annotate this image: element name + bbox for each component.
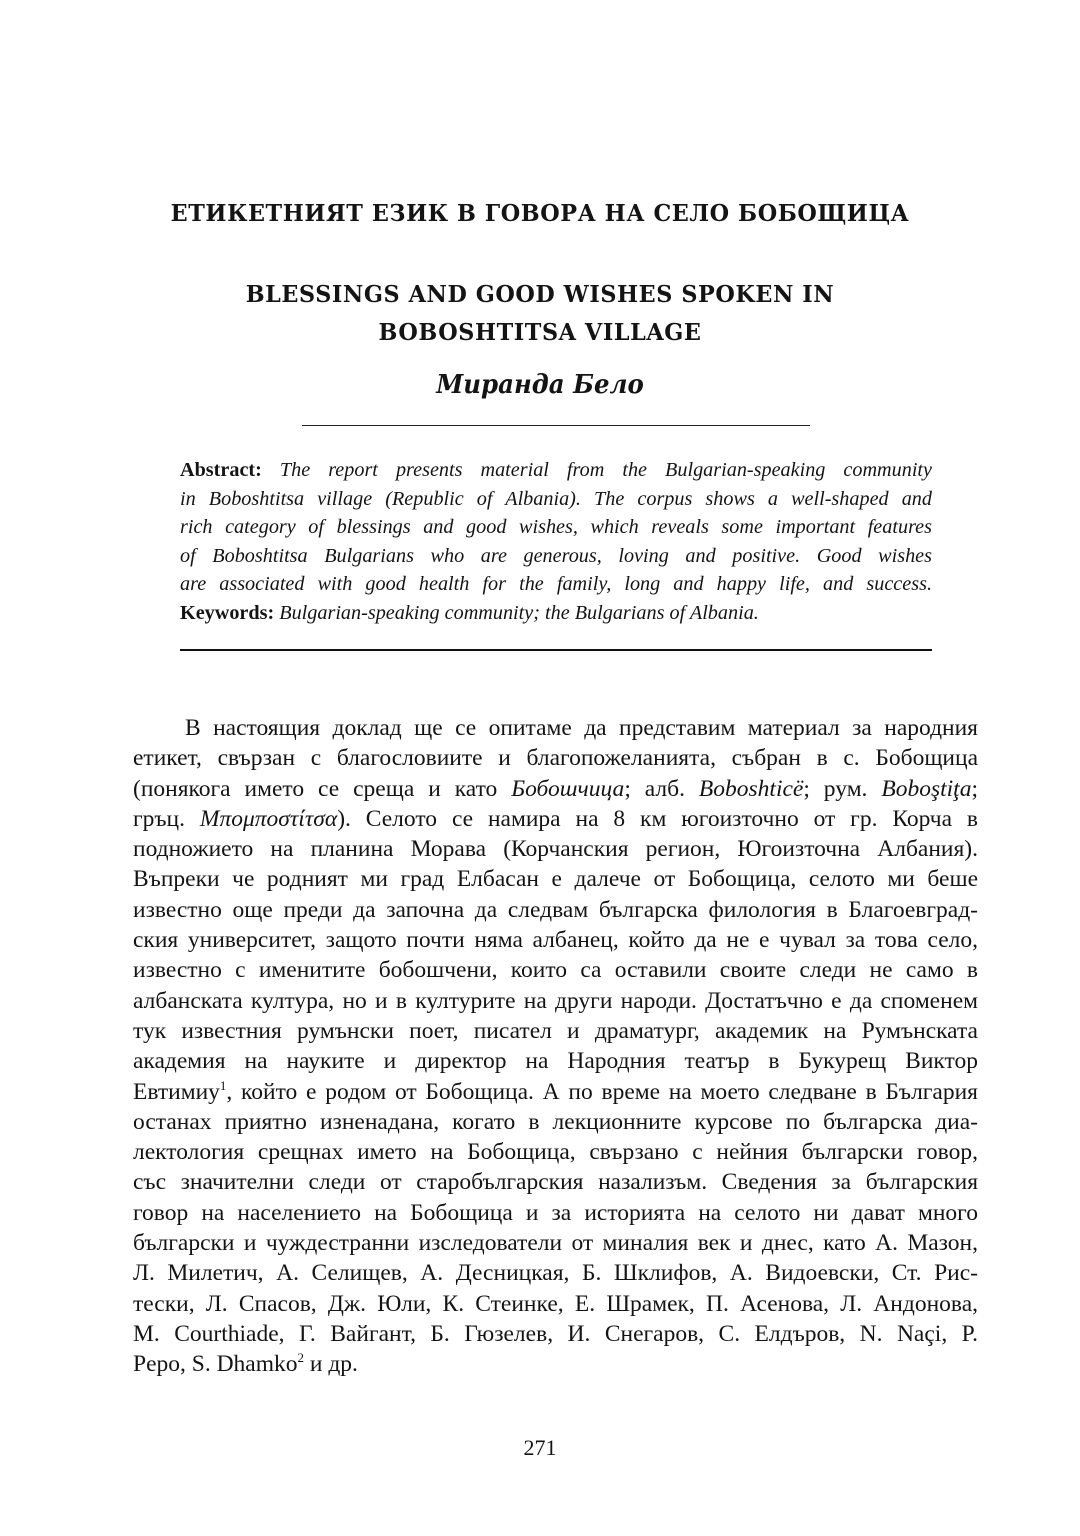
abstract-line: [180, 456, 932, 485]
abstract-text: rich category of blessings and good wishes, which reveals some important features: [180, 516, 932, 539]
italic-term: Boboshticë: [698, 775, 804, 802]
italic-term: Μπομποστίτσα: [199, 805, 338, 832]
title-english-line-2: BOBOSHTITSA VILLAGE: [378, 319, 702, 346]
text-run: , който е родом от Бобощица. А по време на моето следване в България: [226, 1078, 978, 1105]
body-line: Въпреки че родният ми град Елбасан е далече от Бобощица, селото ми беше: [133, 866, 978, 893]
body-line: [133, 1077, 978, 1107]
text-run: Евтимиу: [133, 1078, 220, 1105]
abstract-line: [180, 485, 932, 514]
page-number: 271: [523, 1435, 557, 1460]
body-line: албанската култура, но и в културите на други народи. Достатъчно е да споменем: [133, 987, 978, 1014]
text-run: и др.: [304, 1351, 358, 1378]
body-line: говор на населението на Бобощица и за историята на селото ни дават много: [133, 1199, 978, 1226]
body-line: Л. Милетич, А. Селищев, А. Десницкая, Б. Шклифов, А. Видоевски, Ст. Рис-: [133, 1260, 978, 1287]
body-line: лектология срещнах името на Бобощица, свързано с нейния български говор,: [133, 1139, 978, 1166]
italic-term: Бобошчица: [511, 775, 625, 802]
abstract-line: [180, 513, 932, 542]
abstract-label: Abstract:: [180, 459, 262, 481]
keywords-text: Bulgarian-speaking community; the Bulgarians of Albania.: [279, 601, 759, 624]
body-line: български и чуждестранни изследователи от миналия век и днес, като А. Мазон,: [133, 1230, 978, 1257]
body-line: [133, 804, 978, 834]
text-run: ; рум.: [803, 775, 882, 802]
text-run: ; алб.: [624, 775, 699, 802]
body-paragraph: [133, 713, 978, 1380]
abstract-text: are associated with good health for the family, long and happy life, and success.: [180, 573, 932, 596]
keywords-line: [180, 599, 932, 628]
abstract-text: The report presents material from the Bulgarian-speaking community: [279, 459, 932, 481]
text-run: гръц.: [133, 805, 200, 832]
text-run: ;: [971, 775, 978, 802]
keywords-label: Keywords:: [180, 601, 275, 624]
footnote-ref-1[interactable]: 1: [219, 1077, 227, 1093]
text-run: ). Селото се намира на 8 км югоизточно от гр. Корча в: [337, 805, 978, 832]
body-line: M. Courthiade, Г. Вайгант, Б. Гюзелев, И. Снегаров, С. Елдъров, N. Naçi, P.: [133, 1320, 978, 1347]
italic-term: Boboştiţa: [881, 775, 972, 802]
abstract-text: in Boboshtitsa village (Republic of Albania). The corpus shows a well-shaped and: [180, 487, 932, 510]
body-line: подножието на планина Морава (Корчанския регион, Югоизточна Албания).: [133, 836, 978, 863]
divider-top: [302, 425, 810, 426]
abstract-block: [180, 456, 932, 628]
body-line: останах приятно изненадана, когато в лекционните курсове по българска диа-: [133, 1108, 978, 1135]
title-bulgarian: ЕТИКЕТНИЯТ ЕЗИК В ГОВОРА НА СЕЛО БОБОЩИЦА: [170, 200, 910, 227]
body-line: етикет, свързан с благословиите и благопожеланията, събран в с. Бобощица: [133, 745, 978, 772]
body-line: тески, Л. Спасов, Дж. Юли, К. Стеинке, Е. Шрамек, П. Асенова, Л. Андонова,: [133, 1290, 978, 1317]
abstract-line: [180, 570, 932, 599]
body-line: известно с именитите бобошчени, които са оставили своите следи не само в: [133, 957, 978, 984]
body-line: тук известния румънски поет, писател и драматург, академик на Румънската: [133, 1017, 978, 1044]
text-run: Pepo, S. Dhamko: [133, 1351, 298, 1378]
divider-bottom: [180, 649, 932, 651]
body-line: ския университет, защото почти няма албанец, който да не е чувал за това село,: [133, 927, 978, 954]
abstract-line: [180, 542, 932, 571]
footnote-ref-2[interactable]: 2: [297, 1350, 304, 1366]
title-english: [16, 276, 1064, 352]
body-line: [133, 774, 978, 804]
body-line: известно още преди да започна да следвам българска филология в Благоевград-: [133, 896, 978, 923]
text-run: (понякога името се среща и като: [133, 775, 512, 802]
body-line: [133, 1349, 978, 1379]
body-line: академия на науките и директор на Народния театър в Букурещ Виктор: [133, 1048, 978, 1075]
body-line: В настоящия доклад ще се опитаме да представим материал за народния: [185, 715, 978, 741]
body-line: със значителни следи от старобългарския назализъм. Сведения за българския: [133, 1169, 978, 1196]
abstract-text: of Boboshtitsa Bulgarians who are generous, loving and positive. Good wishes: [180, 544, 932, 567]
title-english-line-1: BLESSINGS AND GOOD WISHES SPOKEN IN: [245, 281, 835, 308]
author-name: Миранда Бело: [436, 370, 644, 400]
